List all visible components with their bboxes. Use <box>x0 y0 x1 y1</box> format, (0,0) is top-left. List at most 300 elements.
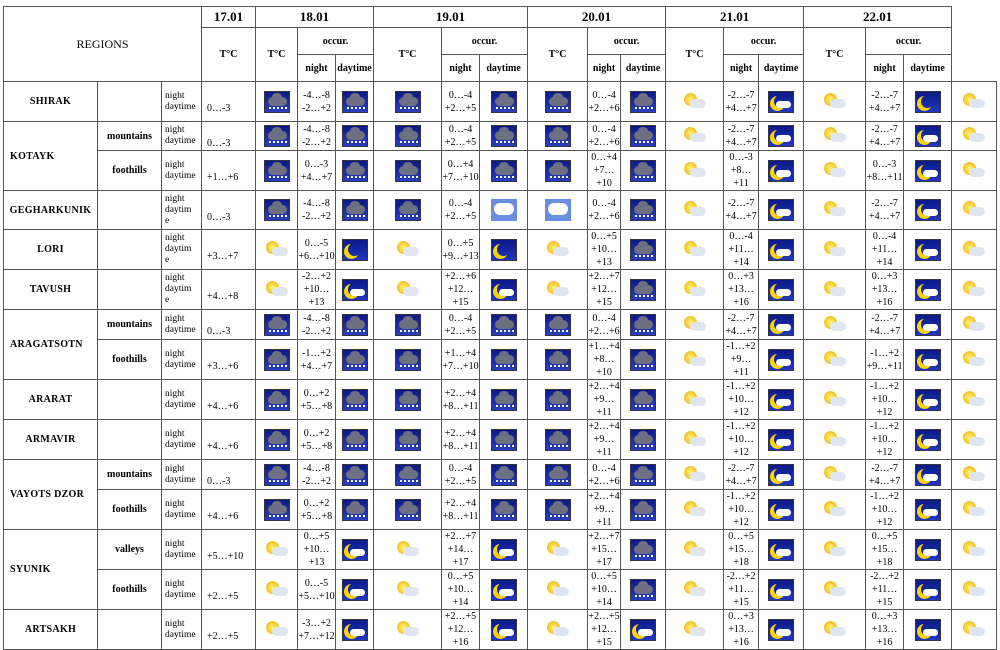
snow-cloud-icon <box>491 314 517 336</box>
temp-17: +1…+6 <box>202 151 256 191</box>
cloud-icon <box>545 199 571 221</box>
occur-night <box>480 270 528 310</box>
occur-daytime <box>374 570 442 610</box>
occur-daytime <box>666 380 724 420</box>
occur-night <box>759 122 804 151</box>
sun-cloud-icon <box>822 429 848 451</box>
occur-night <box>759 230 804 270</box>
occur-daytime <box>528 82 588 122</box>
occur-17 <box>256 82 298 122</box>
temp-cell: -2…-7 +4…+7 <box>724 460 759 490</box>
occur-night <box>480 122 528 151</box>
occur-night <box>480 490 528 530</box>
occur-night <box>480 230 528 270</box>
temp-cell: +2…+4 +8…+11 <box>442 490 480 530</box>
occur-night <box>480 420 528 460</box>
date-header: 22.01 <box>804 7 952 28</box>
occur-night <box>759 340 804 380</box>
sun-cloud-icon <box>682 279 708 301</box>
sun-cloud-icon <box>822 579 848 601</box>
occur-daytime <box>666 270 724 310</box>
temp-cell: +2…+4 +9…+11 <box>588 421 620 458</box>
occur-night <box>904 340 952 380</box>
moon-cloud-icon <box>768 499 794 521</box>
sun-cloud-icon <box>682 464 708 486</box>
night-daytime-label: night daytime <box>162 380 202 420</box>
sun-cloud-icon <box>822 199 848 221</box>
occur-daytime <box>952 460 997 490</box>
occur-17 <box>256 270 298 310</box>
occur-header: occur. <box>724 28 804 55</box>
snow-cloud-icon <box>342 499 368 521</box>
occur-night <box>480 610 528 650</box>
sun-cloud-icon <box>961 429 987 451</box>
occur-daytime <box>804 340 866 380</box>
sun-cloud-icon <box>822 91 848 113</box>
occur-night <box>759 380 804 420</box>
sun-cloud-icon <box>822 125 848 147</box>
moon-icon <box>342 239 368 261</box>
table-row <box>4 82 997 122</box>
snow-cloud-icon <box>395 464 421 486</box>
snow-cloud-icon <box>264 429 290 451</box>
temp-cell: 0…-4 +2…+6 <box>588 310 621 340</box>
moon-cloud-icon <box>768 429 794 451</box>
moon-cloud-icon <box>915 579 941 601</box>
sun-cloud-icon <box>822 539 848 561</box>
occur-night <box>480 82 528 122</box>
moon-cloud-icon <box>915 619 941 641</box>
snow-cloud-icon <box>342 349 368 371</box>
snow-cloud-icon <box>342 429 368 451</box>
sun-cloud-icon <box>395 579 421 601</box>
temp-17: +2…+5 <box>202 570 256 610</box>
occur-night <box>621 230 666 270</box>
occur-night <box>336 82 374 122</box>
moon-cloud-icon <box>342 539 368 561</box>
occur-night <box>336 191 374 230</box>
snow-cloud-icon <box>342 91 368 113</box>
occur-daytime <box>952 570 997 610</box>
moon-cloud-icon <box>768 199 794 221</box>
temp-cell: 0…+5 +15…+18 <box>866 530 904 570</box>
occur-night <box>759 420 804 460</box>
occur-daytime <box>374 230 442 270</box>
occur-daytime <box>528 420 588 460</box>
sun-cloud-icon <box>961 464 987 486</box>
temp-cell: 0…-4 +11…+14 <box>724 230 759 270</box>
temp-cell: 0…+2 +5…+8 <box>298 490 336 530</box>
moon-cloud-icon <box>491 539 517 561</box>
table-row <box>4 380 997 420</box>
daytime-header: daytime <box>480 55 528 82</box>
table-row <box>4 151 997 191</box>
sun-cloud-icon <box>682 389 708 411</box>
occur-daytime <box>804 570 866 610</box>
occur-daytime <box>952 230 997 270</box>
temp-cell: +2…+7 +14…+17 <box>442 530 480 570</box>
snow-cloud-icon <box>264 389 290 411</box>
occur-night <box>904 570 952 610</box>
sun-cloud-icon <box>961 349 987 371</box>
sun-cloud-icon <box>545 239 571 261</box>
occur-night <box>621 420 666 460</box>
temp-header: T°C <box>666 28 724 82</box>
snow-cloud-icon <box>491 91 517 113</box>
snow-cloud-icon <box>545 349 571 371</box>
temp-cell: 0…+5 +9…+13 <box>442 230 480 270</box>
occur-daytime <box>804 191 866 230</box>
temp-header: T°C <box>528 28 588 82</box>
occur-daytime <box>666 570 724 610</box>
sun-cloud-icon <box>961 539 987 561</box>
snow-cloud-icon <box>491 429 517 451</box>
table-row <box>4 340 997 380</box>
occur-daytime <box>952 340 997 380</box>
temp-cell: -4…-8 -2…+2 <box>298 460 336 490</box>
snow-cloud-icon <box>545 160 571 182</box>
occur-daytime <box>374 460 442 490</box>
daytime-header: daytime <box>904 55 952 82</box>
snow-cloud-icon <box>630 429 656 451</box>
snow-cloud-icon <box>545 429 571 451</box>
sun-cloud-icon <box>961 389 987 411</box>
occur-daytime <box>528 570 588 610</box>
date-header: 21.01 <box>666 7 804 28</box>
subregion-name: mountains <box>98 310 162 340</box>
sun-cloud-icon <box>822 279 848 301</box>
sun-cloud-icon <box>822 160 848 182</box>
occur-daytime <box>528 151 588 191</box>
temp-17: 0…-3 <box>202 191 256 230</box>
subregion-name: mountains <box>98 122 162 151</box>
sun-cloud-icon <box>545 279 571 301</box>
moon-cloud-icon <box>768 464 794 486</box>
snow-cloud-icon <box>545 389 571 411</box>
moon-cloud-icon <box>768 389 794 411</box>
snow-cloud-icon <box>395 91 421 113</box>
region-name: KOTAYK <box>4 122 98 191</box>
region-name: LORI <box>4 230 98 270</box>
snow-cloud-icon <box>491 349 517 371</box>
date-header: 20.01 <box>528 7 666 28</box>
occur-night <box>621 610 666 650</box>
temp-cell: -1…+2 +4…+7 <box>298 340 336 380</box>
temp-cell: +2…+4 +8…+11 <box>442 380 480 420</box>
occur-daytime <box>666 151 724 191</box>
snow-cloud-icon <box>630 239 656 261</box>
temp-cell: 0…+5 +10…+14 <box>588 570 621 610</box>
night-daytime-label: night daytime <box>162 122 202 151</box>
night-header: night <box>588 55 621 82</box>
moon-cloud-icon <box>768 125 794 147</box>
snow-cloud-icon <box>342 125 368 147</box>
sun-cloud-icon <box>961 314 987 336</box>
occur-daytime <box>374 82 442 122</box>
snow-cloud-icon <box>630 279 656 301</box>
snow-cloud-icon <box>342 199 368 221</box>
occur-daytime <box>804 610 866 650</box>
temp-cell: 0…-4 +2…+5 <box>442 191 480 230</box>
daytime-header: daytime <box>759 55 804 82</box>
occur-night <box>759 530 804 570</box>
occur-night <box>904 270 952 310</box>
sun-cloud-icon <box>682 349 708 371</box>
occur-night <box>904 230 952 270</box>
temp-17: 0…-3 <box>202 82 256 122</box>
occur-daytime <box>528 340 588 380</box>
snow-cloud-icon <box>395 160 421 182</box>
sun-cloud-icon <box>682 125 708 147</box>
occur-daytime <box>804 82 866 122</box>
subregion-empty <box>98 82 162 122</box>
occur-daytime <box>952 191 997 230</box>
region-name: ARAGATSOTN <box>4 310 98 380</box>
occur-daytime <box>528 490 588 530</box>
moon-cloud-icon <box>768 349 794 371</box>
temp-17: +4…+6 <box>202 380 256 420</box>
temp-cell: +2…+4 +9…+11 <box>588 381 620 418</box>
temp-cell: -2…-7 +4…+7 <box>866 122 904 151</box>
occur-daytime <box>666 420 724 460</box>
occur-night <box>904 310 952 340</box>
moon-cloud-icon <box>915 239 941 261</box>
date-header: 17.01 <box>202 7 256 28</box>
night-daytime-label: night daytime <box>162 340 202 380</box>
subregion-empty <box>98 270 162 310</box>
occur-night <box>480 460 528 490</box>
moon-cloud-icon <box>915 499 941 521</box>
temp-17: +5…+10 <box>202 530 256 570</box>
snow-cloud-icon <box>630 464 656 486</box>
temp-cell: 0…+3 +13…+16 <box>724 610 759 650</box>
occur-daytime <box>804 420 866 460</box>
occur-night <box>621 530 666 570</box>
subregion-name: foothills <box>98 340 162 380</box>
temp-cell: +1…+4 +7…+10 <box>442 340 480 380</box>
occur-daytime <box>374 530 442 570</box>
occur-night <box>480 380 528 420</box>
region-name: VAYOTS DZOR <box>4 460 98 530</box>
occur-17 <box>256 340 298 380</box>
occur-daytime <box>374 610 442 650</box>
sun-cloud-icon <box>682 199 708 221</box>
occur-daytime <box>666 122 724 151</box>
temp-cell: 0…-3 +4…+7 <box>298 151 336 191</box>
occur-night <box>480 191 528 230</box>
sun-cloud-icon <box>682 619 708 641</box>
occur-night <box>621 380 666 420</box>
snow-cloud-icon <box>342 160 368 182</box>
subregion-empty <box>98 610 162 650</box>
occur-daytime <box>952 530 997 570</box>
temp-cell: -4…-8 -2…+2 <box>298 310 336 340</box>
temp-cell: +2…+7 +12…+15 <box>588 271 620 308</box>
occur-header: occur. <box>298 28 374 55</box>
occur-daytime <box>666 610 724 650</box>
temp-cell: 0…-3 +8…+11 <box>866 151 904 191</box>
sun-cloud-icon <box>682 579 708 601</box>
snow-cloud-icon <box>264 160 290 182</box>
temp-17: 0…-3 <box>202 122 256 151</box>
sun-cloud-icon <box>822 499 848 521</box>
snow-cloud-icon <box>264 464 290 486</box>
temp-cell: 0…-4 +2…+5 <box>442 310 480 340</box>
occur-daytime <box>804 310 866 340</box>
occur-17 <box>256 122 298 151</box>
occur-daytime <box>952 151 997 191</box>
snow-cloud-icon <box>545 314 571 336</box>
temp-cell: -1…+2 +10…+12 <box>866 490 904 530</box>
moon-cloud-icon <box>915 539 941 561</box>
occur-daytime <box>952 310 997 340</box>
subregion-empty <box>98 380 162 420</box>
occur-night <box>336 570 374 610</box>
night-daytime-label: night daytim e <box>162 230 202 270</box>
temp-17: 0…-3 <box>202 310 256 340</box>
temp-cell: -1…+2 +10…+12 <box>724 490 759 530</box>
sun-cloud-icon <box>961 619 987 641</box>
table-row <box>4 530 997 570</box>
temp-cell: +2…+6 +12…+15 <box>442 270 480 310</box>
temp-cell: -2…-7 +4…+7 <box>866 82 904 122</box>
temp-cell: -2…-7 +4…+7 <box>724 122 759 151</box>
occur-night <box>336 610 374 650</box>
sun-cloud-icon <box>682 91 708 113</box>
occur-daytime <box>374 490 442 530</box>
occur-night <box>336 270 374 310</box>
occur-daytime <box>666 340 724 380</box>
temp-cell: -3…+2 +7…+12 <box>298 610 336 650</box>
occur-night <box>480 530 528 570</box>
snow-cloud-icon <box>395 314 421 336</box>
occur-daytime <box>666 460 724 490</box>
temp-cell: -4…-8 -2…+2 <box>298 122 336 151</box>
snow-cloud-icon <box>395 125 421 147</box>
occur-night <box>621 490 666 530</box>
temp-cell: 0…+5 +10…+13 <box>298 530 336 570</box>
table-row <box>4 420 997 460</box>
occur-daytime <box>952 380 997 420</box>
occur-17 <box>256 570 298 610</box>
moon-cloud-icon <box>915 349 941 371</box>
snow-cloud-icon <box>395 199 421 221</box>
daytime-header: daytime <box>336 55 374 82</box>
occur-night <box>336 490 374 530</box>
occur-daytime <box>528 380 588 420</box>
moon-cloud-icon <box>915 389 941 411</box>
occur-night <box>904 530 952 570</box>
moon-cloud-icon <box>915 314 941 336</box>
snow-cloud-icon <box>630 125 656 147</box>
subregion-empty <box>98 191 162 230</box>
moon-cloud-icon <box>491 579 517 601</box>
occur-daytime <box>374 380 442 420</box>
occur-night <box>336 420 374 460</box>
table-row <box>4 490 997 530</box>
occur-night <box>480 310 528 340</box>
temp-cell: 0…+4 +7…+10 <box>442 151 480 191</box>
moon-cloud-icon <box>342 279 368 301</box>
moon-cloud-icon <box>768 539 794 561</box>
temp-cell: 0…+4 +7…+10 <box>588 151 621 191</box>
night-header: night <box>866 55 904 82</box>
region-name: ARARAT <box>4 380 98 420</box>
occur-night <box>759 151 804 191</box>
temp-cell: -2…-7 +4…+7 <box>724 310 759 340</box>
table-row <box>4 230 997 270</box>
sun-cloud-icon <box>545 619 571 641</box>
sun-cloud-icon <box>961 279 987 301</box>
moon-icon <box>915 91 941 113</box>
occur-daytime <box>374 340 442 380</box>
occur-night <box>621 460 666 490</box>
table-row <box>4 191 997 230</box>
cloud-icon <box>491 199 517 221</box>
occur-17 <box>256 230 298 270</box>
occur-daytime <box>804 530 866 570</box>
occur-header: occur. <box>866 28 952 55</box>
snow-cloud-icon <box>630 199 656 221</box>
sun-cloud-icon <box>682 539 708 561</box>
occur-daytime <box>528 610 588 650</box>
moon-cloud-icon <box>768 279 794 301</box>
sun-cloud-icon <box>961 579 987 601</box>
snow-cloud-icon <box>491 389 517 411</box>
snow-cloud-icon <box>491 125 517 147</box>
temp-cell: -1…+2 +10…+12 <box>724 380 759 420</box>
snow-cloud-icon <box>264 499 290 521</box>
occur-daytime <box>374 122 442 151</box>
snow-cloud-icon <box>264 125 290 147</box>
region-name: ARMAVIR <box>4 420 98 460</box>
occur-daytime <box>666 191 724 230</box>
night-daytime-label: night daytime <box>162 490 202 530</box>
moon-icon <box>491 239 517 261</box>
occur-daytime <box>528 122 588 151</box>
sun-cloud-icon <box>395 619 421 641</box>
table-row <box>4 460 997 490</box>
temp-17: 0…-3 <box>202 460 256 490</box>
sun-cloud-icon <box>822 314 848 336</box>
temp-cell: 0…-4 +2…+6 <box>588 460 621 490</box>
temp-cell: 0…+3 +13…+16 <box>724 270 759 310</box>
temp-17: +4…+6 <box>202 490 256 530</box>
subregion-name: foothills <box>98 570 162 610</box>
sun-cloud-icon <box>395 279 421 301</box>
snow-cloud-icon <box>545 125 571 147</box>
table-row <box>4 270 997 310</box>
occur-night <box>904 460 952 490</box>
snow-cloud-icon <box>264 91 290 113</box>
sun-cloud-icon <box>961 199 987 221</box>
snow-cloud-icon <box>395 429 421 451</box>
occur-night <box>759 460 804 490</box>
snow-cloud-icon <box>630 349 656 371</box>
occur-night <box>759 570 804 610</box>
snow-cloud-icon <box>630 314 656 336</box>
snow-cloud-icon <box>395 349 421 371</box>
temp-cell: +2…+4 +8…+11 <box>442 420 480 460</box>
occur-night <box>336 310 374 340</box>
occur-daytime <box>952 420 997 460</box>
temp-cell: -1…+2 +10…+12 <box>724 420 759 460</box>
occur-night <box>336 122 374 151</box>
moon-cloud-icon <box>915 160 941 182</box>
occur-daytime <box>374 191 442 230</box>
occur-night <box>621 191 666 230</box>
occur-header: occur. <box>588 28 666 55</box>
